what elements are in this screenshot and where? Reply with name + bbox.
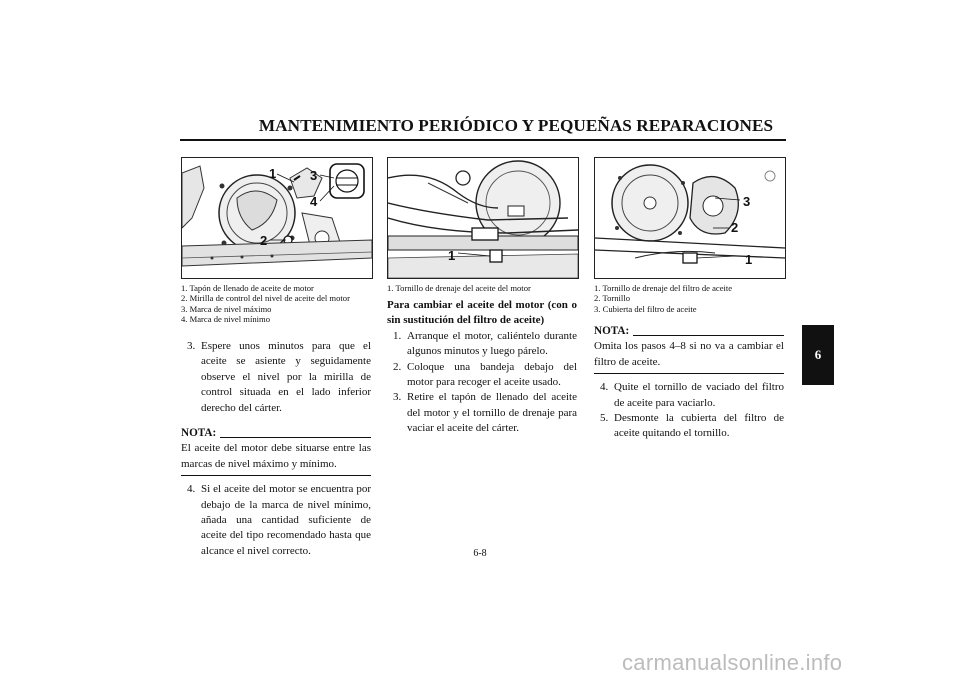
nota-text: El aceite del motor debe situarse entre las marcas de nivel máximo y mínimo.	[181, 442, 371, 470]
nota-rule	[220, 437, 371, 438]
step-text: Arranque el motor, caliéntelo durante algunos minutos y luego párelo.	[407, 329, 577, 358]
caption-item: 2. Mirilla de control del nivel de aceite del motor	[181, 293, 350, 304]
step-number: 4.	[187, 483, 196, 496]
callout-1: 1	[269, 166, 277, 181]
caption-item: 4. Marca de nivel mínimo	[181, 314, 271, 325]
page-number: 6-8	[473, 548, 487, 559]
caption-item: 2. Tornillo	[594, 293, 631, 304]
callout-3: 3	[310, 168, 318, 183]
step-3	[181, 339, 371, 416]
nota-label: NOTA:	[594, 325, 630, 337]
column-3-text	[594, 324, 784, 442]
step-4	[594, 380, 784, 411]
watermark: carmanualsonline.info	[622, 650, 843, 675]
header-rule	[180, 139, 786, 141]
nota-end-rule	[594, 373, 784, 374]
nota-rule	[633, 335, 784, 336]
caption-item: 3. Marca de nivel máximo	[181, 303, 272, 314]
callout-1: 1	[745, 252, 753, 267]
nota-end-rule	[181, 475, 371, 476]
step-2	[387, 360, 577, 391]
callout-1: 1	[448, 248, 456, 263]
figure-engine-oil-level	[181, 157, 373, 279]
figure-oil-filter-cover	[594, 157, 786, 279]
chapter-tab: 6	[802, 325, 834, 385]
engine-drain-illustration	[388, 158, 578, 278]
step-number: 3.	[187, 340, 196, 352]
caption-item: 1. Tornillo de drenaje del filtro de aceite	[594, 283, 733, 293]
callout-4: 4	[310, 194, 318, 209]
engine-right-illustration	[595, 158, 785, 278]
step-text: Quite el tornillo de vaciado del filtro de aceite para vaciarlo.	[614, 381, 784, 409]
nota-heading	[181, 426, 371, 441]
step-text: Desmonte la cubierta del filtro de aceite quitando el tornillo.	[614, 412, 784, 440]
step-text: Espere unos minutos para que el aceite se asiente y seguidamente observe el nivel por la mirilla de control situada en el lado inferior derecho del cárter.	[201, 340, 371, 414]
nota-label: NOTA:	[181, 427, 217, 440]
caption-item: 3. Cubierta del filtro de aceite	[594, 303, 697, 314]
caption-item: 1. Tapón de llenado de aceite de motor	[181, 283, 314, 293]
step-number: 1.	[393, 329, 402, 342]
callout-3: 3	[743, 194, 751, 209]
nota-text: Omita los pasos 4–8 si no va a cambiar el filtro de aceite.	[594, 340, 784, 368]
column-1-text	[181, 339, 371, 559]
caption-figure-1	[181, 283, 371, 325]
caption-item: 1. Tornillo de drenaje del aceite del motor	[387, 283, 531, 293]
step-number: 5.	[600, 412, 609, 425]
figure-engine-drain-bolt	[387, 157, 579, 279]
caption-figure-3	[594, 283, 784, 314]
step-text: Coloque una bandeja debajo del motor para recoger el aceite usado.	[407, 360, 577, 389]
step-text: Retire el tapón de llenado del aceite del motor y el tornillo de drenaje para vaciar el aceite del cárter.	[407, 391, 577, 435]
step-5	[594, 411, 784, 442]
section-heading: Para cambiar el aceite del motor (con o sin sustitución del filtro de aceite)	[387, 299, 577, 327]
nota-heading	[594, 324, 784, 339]
callout-2: 2	[731, 220, 739, 235]
step-number: 3.	[393, 391, 402, 404]
step-text: Si el aceite del motor se encuentra por debajo de la marca de nivel mínimo, añada una cantidad suficiente de aceite del tipo recomendado hasta que alcance el nivel correcto.	[201, 483, 371, 557]
page-header-title: MANTENIMIENTO PERIÓDICO Y PEQUEÑAS REPARACIONES	[258, 116, 774, 135]
step-4	[181, 482, 371, 559]
engine-left-illustration	[182, 158, 372, 278]
column-2-text	[387, 298, 577, 437]
step-1	[387, 329, 577, 360]
step-3	[387, 390, 577, 436]
step-number: 2.	[393, 360, 402, 373]
step-number: 4.	[600, 381, 609, 394]
callout-2: 2	[260, 233, 268, 248]
caption-figure-2	[387, 283, 577, 293]
